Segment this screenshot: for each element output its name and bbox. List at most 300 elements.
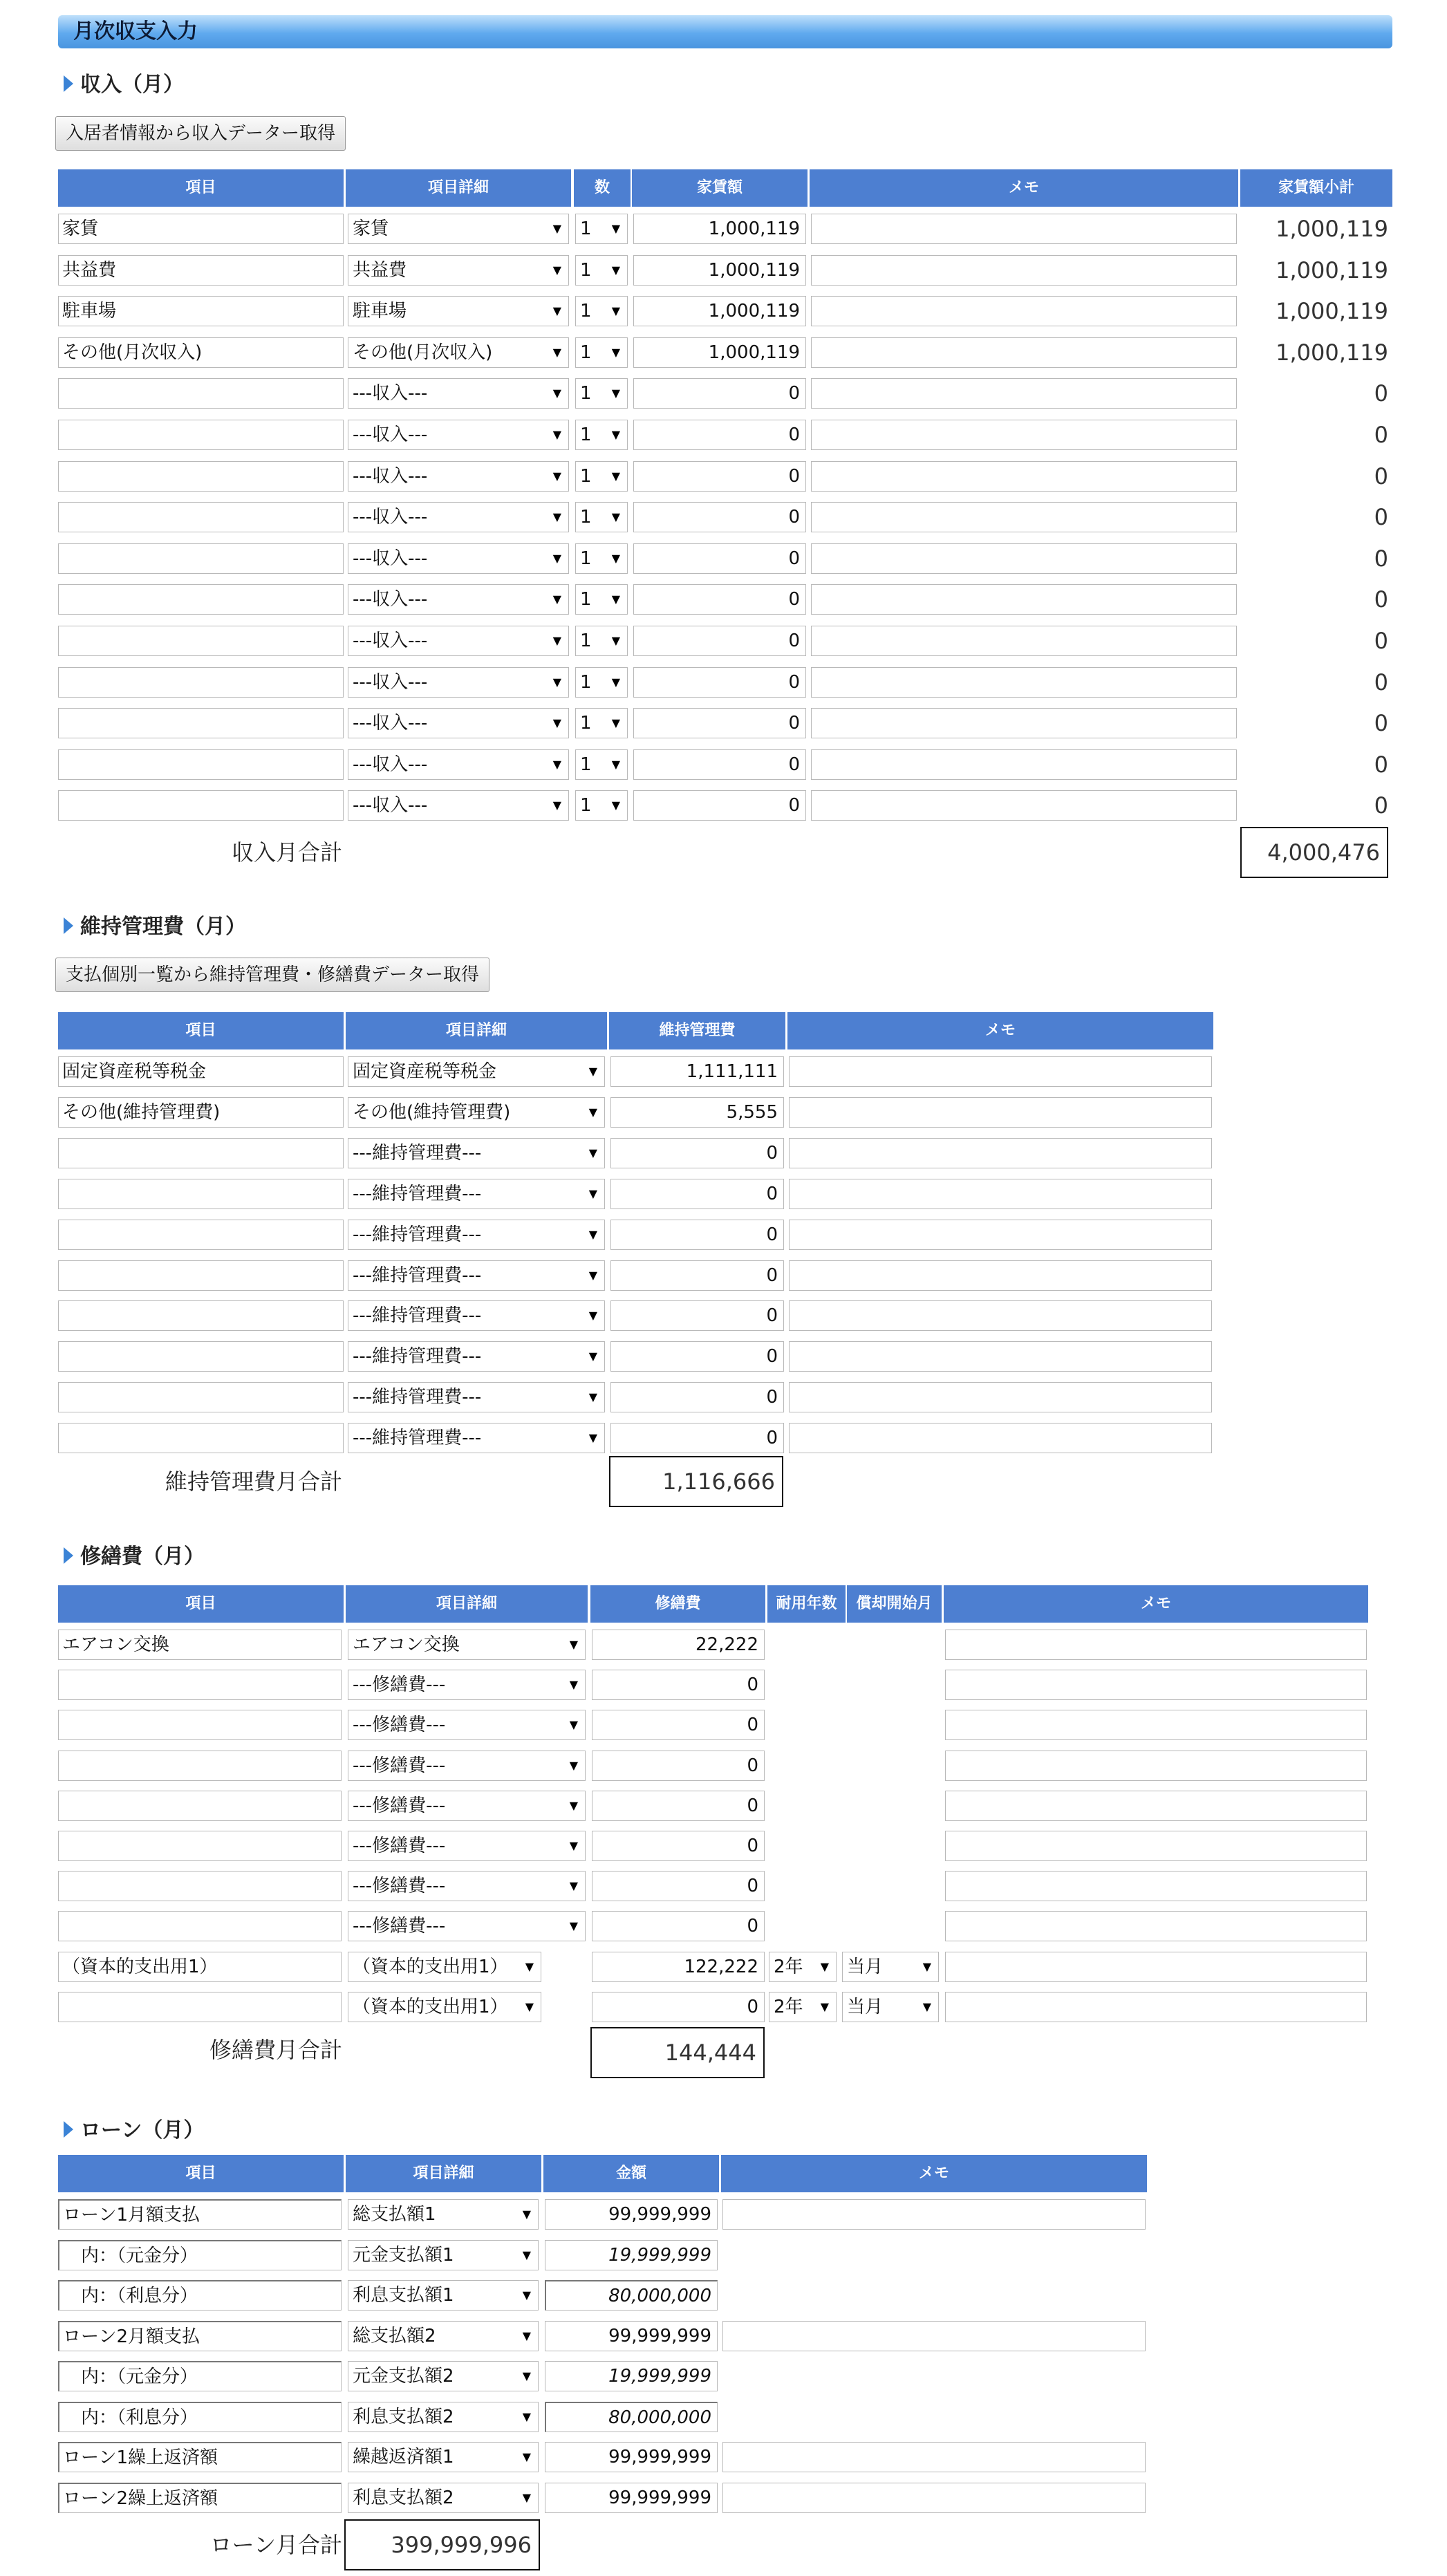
maintenance-memo-input[interactable] (789, 1341, 1212, 1372)
income-amount-input[interactable]: 0 (633, 502, 806, 532)
income-detail-select[interactable] (348, 378, 569, 409)
maintenance-amount-input[interactable]: 5,555 (610, 1097, 784, 1128)
income-amount-input[interactable]: 0 (633, 626, 806, 656)
loan-item-label[interactable]: ローン1月額支払 (58, 2199, 342, 2230)
maintenance-detail-select[interactable] (348, 1179, 605, 1209)
income-qty-select[interactable] (575, 790, 628, 821)
income-qty-select[interactable] (575, 584, 628, 615)
repair-detail-select-value: ---修繕費--- (353, 1836, 446, 1856)
income-memo-input[interactable] (811, 420, 1237, 450)
income-item-input[interactable] (58, 378, 344, 409)
chevron-down-icon: ▼ (588, 1309, 597, 1323)
income-detail-select-value: ---収入--- (353, 424, 428, 445)
loan-detail-select[interactable] (348, 2402, 539, 2432)
maintenance-item-input[interactable] (58, 1138, 344, 1168)
page-title: 月次収支入力 (58, 15, 1392, 48)
income-header-1: 項目詳細 (346, 169, 571, 207)
loan-item-label[interactable]: 内：（利息分） (58, 2280, 342, 2311)
income-qty-select[interactable] (575, 378, 628, 409)
income-memo-input[interactable] (811, 337, 1237, 368)
income-detail-select[interactable] (348, 667, 569, 698)
maintenance-memo-input[interactable] (789, 1097, 1212, 1128)
repair-item-input[interactable]: エアコン交換 (58, 1630, 342, 1660)
maintenance-detail-select[interactable] (348, 1220, 605, 1250)
income-detail-select-value: ---収入--- (353, 589, 428, 610)
income-amount-input[interactable]: 0 (633, 584, 806, 615)
repair-memo-input[interactable] (945, 1831, 1367, 1861)
repair-header-0: 項目 (58, 1585, 344, 1623)
maintenance-memo-input[interactable] (789, 1179, 1212, 1209)
chevron-down-icon: ▼ (552, 510, 561, 524)
maintenance-amount-input[interactable]: 1,111,111 (610, 1056, 784, 1087)
maintenance-header-3: メモ (787, 1012, 1213, 1049)
repair-amount-input[interactable]: 0 (592, 1710, 765, 1740)
maintenance-amount-input[interactable]: 0 (610, 1138, 784, 1168)
income-detail-select-value: ---収入--- (353, 671, 428, 693)
repair-detail-select[interactable] (348, 1871, 586, 1901)
income-detail-select[interactable] (348, 420, 569, 450)
income-subtotal: 0 (1374, 504, 1388, 531)
income-qty-select[interactable] (575, 626, 628, 656)
income-detail-select-value: ---収入--- (353, 548, 428, 569)
income-detail-select[interactable] (348, 296, 569, 326)
income-detail-select-value: ---収入--- (353, 795, 428, 816)
repair-amount-input[interactable]: 0 (592, 1670, 765, 1700)
section-triangle-icon (64, 917, 73, 934)
loan-memo-input[interactable] (722, 2199, 1146, 2230)
maintenance-amount-input[interactable]: 0 (610, 1300, 784, 1331)
repair-amount-input[interactable]: 0 (592, 1791, 765, 1821)
maintenance-memo-input[interactable] (789, 1300, 1212, 1331)
repair-memo-input[interactable] (945, 1952, 1367, 1982)
income-qty-select[interactable] (575, 543, 628, 574)
income-item-input[interactable]: 駐車場 (58, 296, 344, 326)
income-detail-select-value: ---収入--- (353, 465, 428, 487)
income-item-input[interactable] (58, 502, 344, 532)
chevron-down-icon: ▼ (611, 263, 620, 277)
maintenance-detail-select[interactable] (348, 1423, 605, 1453)
income-item-input[interactable]: その他(月次収入) (58, 337, 344, 368)
repair-memo-input[interactable] (945, 1670, 1367, 1700)
income-header-3: 家賃額 (632, 169, 807, 207)
income-detail-select[interactable] (348, 214, 569, 244)
loan-amount-input[interactable]: 80,000,000 (545, 2402, 718, 2432)
chevron-down-icon: ▼ (552, 551, 561, 565)
loan-amount-input[interactable]: 99,999,999 (545, 2321, 718, 2351)
repair-years-select[interactable] (769, 1992, 837, 2022)
chevron-down-icon: ▼ (569, 1919, 578, 1933)
maintenance-item-input[interactable] (58, 1300, 344, 1331)
repair-item-input[interactable] (58, 1751, 342, 1781)
loan-header-3: メモ (721, 2155, 1147, 2192)
repair-amount-input[interactable]: 0 (592, 1831, 765, 1861)
maintenance-memo-input[interactable] (789, 1260, 1212, 1291)
loan-detail-select[interactable] (348, 2361, 539, 2391)
repair-detail-select-value: ---修繕費--- (353, 1755, 446, 1776)
income-memo-input[interactable] (811, 543, 1237, 574)
loan-header-0: 項目 (58, 2155, 344, 2192)
chevron-down-icon: ▼ (611, 757, 620, 771)
chevron-down-icon: ▼ (522, 2328, 531, 2342)
fetch-maintenance-button[interactable]: 支払個別一覧から維持管理費・修繕費データー取得 (55, 958, 489, 992)
income-amount-input[interactable]: 1,000,119 (633, 337, 806, 368)
income-amount-input[interactable]: 0 (633, 708, 806, 738)
income-qty-select[interactable] (575, 255, 628, 286)
income-detail-select[interactable] (348, 543, 569, 574)
loan-amount-input[interactable]: 19,999,999 (545, 2240, 718, 2270)
income-detail-select[interactable] (348, 584, 569, 615)
income-amount-input[interactable]: 0 (633, 667, 806, 698)
loan-detail-select[interactable] (348, 2483, 539, 2513)
chevron-down-icon: ▼ (611, 634, 620, 647)
loan-header-1: 項目詳細 (346, 2155, 541, 2192)
income-memo-input[interactable] (811, 502, 1237, 532)
income-memo-input[interactable] (811, 749, 1237, 780)
repair-detail-select[interactable] (348, 1911, 586, 1941)
income-detail-select[interactable] (348, 337, 569, 368)
income-detail-select-value: ---収入--- (353, 507, 428, 528)
income-qty-select[interactable] (575, 420, 628, 450)
loan-detail-select[interactable] (348, 2280, 539, 2311)
repair-amount-input[interactable]: 0 (592, 1751, 765, 1781)
maintenance-memo-input[interactable] (789, 1423, 1212, 1453)
income-item-input[interactable] (58, 708, 344, 738)
maintenance-item-input[interactable] (58, 1220, 344, 1250)
repair-item-input[interactable] (58, 1911, 342, 1941)
income-item-input[interactable] (58, 749, 344, 780)
income-memo-input[interactable] (811, 626, 1237, 656)
fetch-income-button[interactable]: 入居者情報から収入データー取得 (55, 116, 346, 151)
income-memo-input[interactable] (811, 790, 1237, 821)
repair-item-input[interactable]: （資本的支出用1） (58, 1952, 342, 1982)
chevron-down-icon: ▼ (611, 675, 620, 689)
income-memo-input[interactable] (811, 255, 1237, 286)
income-subtotal: 0 (1374, 751, 1388, 778)
maintenance-detail-select-value: ---維持管理費--- (353, 1264, 482, 1286)
income-amount-input[interactable]: 0 (633, 378, 806, 409)
loan-item-label[interactable]: 内：（元金分） (58, 2361, 342, 2391)
maintenance-total-value: 1,116,666 (609, 1456, 783, 1507)
repair-item-input[interactable] (58, 1670, 342, 1700)
income-qty-select-value: 1 (580, 383, 592, 404)
chevron-down-icon: ▼ (611, 469, 620, 483)
income-total-label: 収入月合計 (231, 839, 342, 866)
income-section-heading (64, 70, 184, 100)
maintenance-item-input[interactable] (58, 1260, 344, 1291)
repair-detail-select[interactable] (348, 1952, 541, 1982)
loan-detail-select[interactable] (348, 2442, 539, 2472)
chevron-down-icon: ▼ (522, 2490, 531, 2504)
income-amount-input[interactable]: 1,000,119 (633, 296, 806, 326)
repair-start-select-value: 当月 (847, 1956, 884, 1977)
repair-detail-select-value: ---修繕費--- (353, 1715, 446, 1736)
repair-memo-input[interactable] (945, 1630, 1367, 1660)
income-qty-select-value: 1 (580, 342, 592, 363)
income-detail-select-value: 家賃 (353, 218, 389, 239)
loan-amount-input[interactable]: 80,000,000 (545, 2280, 718, 2311)
maintenance-detail-select[interactable] (348, 1260, 605, 1291)
income-item-input[interactable]: 共益費 (58, 255, 344, 286)
maintenance-item-input[interactable] (58, 1382, 344, 1412)
income-qty-select[interactable] (575, 667, 628, 698)
maintenance-memo-input[interactable] (789, 1382, 1212, 1412)
loan-item-label[interactable]: ローン2月額支払 (58, 2321, 342, 2351)
chevron-down-icon: ▼ (552, 345, 561, 359)
income-item-input[interactable] (58, 584, 344, 615)
income-qty-select[interactable] (575, 296, 628, 326)
loan-amount-input[interactable]: 99,999,999 (545, 2199, 718, 2230)
maintenance-detail-select-value: ---維持管理費--- (353, 1183, 482, 1204)
income-total-value: 4,000,476 (1240, 827, 1388, 878)
section-triangle-icon (64, 75, 73, 92)
income-subtotal: 1,000,119 (1276, 256, 1388, 283)
repair-memo-input[interactable] (945, 1751, 1367, 1781)
income-memo-input[interactable] (811, 708, 1237, 738)
loan-detail-select-value: 総支払額1 (353, 2204, 436, 2225)
income-amount-input[interactable]: 1,000,119 (633, 255, 806, 286)
repair-start-select-value: 当月 (847, 1996, 884, 2017)
repair-amount-input[interactable]: 0 (592, 1911, 765, 1941)
income-item-input[interactable] (58, 790, 344, 821)
income-qty-select-value: 1 (580, 589, 592, 610)
repair-amount-input[interactable]: 22,222 (592, 1630, 765, 1660)
chevron-down-icon: ▼ (611, 428, 620, 441)
maintenance-detail-select-value: ---維持管理費--- (353, 1428, 482, 1449)
chevron-down-icon: ▼ (611, 592, 620, 606)
loan-item-label[interactable]: ローン1繰上返済額 (58, 2442, 342, 2472)
chevron-down-icon: ▼ (522, 2409, 531, 2423)
income-qty-select-value: 1 (580, 548, 592, 569)
income-header-5: 家賃額小計 (1240, 169, 1392, 207)
loan-item-label[interactable]: ローン2繰上返済額 (58, 2483, 342, 2513)
income-item-input[interactable]: 家賃 (58, 214, 344, 244)
chevron-down-icon: ▼ (922, 1959, 931, 1973)
repair-detail-select[interactable] (348, 1710, 586, 1740)
loan-detail-select[interactable] (348, 2321, 539, 2351)
repair-memo-input[interactable] (945, 1791, 1367, 1821)
repair-header-1: 項目詳細 (346, 1585, 588, 1623)
loan-detail-select-value: 利息支払額1 (353, 2285, 454, 2306)
income-memo-input[interactable] (811, 461, 1237, 492)
loan-amount-input[interactable]: 19,999,999 (545, 2361, 718, 2391)
income-qty-select[interactable] (575, 502, 628, 532)
loan-amount-input[interactable]: 99,999,999 (545, 2483, 718, 2513)
income-subtotal: 0 (1374, 710, 1388, 737)
income-memo-input[interactable] (811, 296, 1237, 326)
income-qty-select-value: 1 (580, 713, 592, 734)
chevron-down-icon: ▼ (569, 1839, 578, 1852)
repair-years-select[interactable] (769, 1952, 837, 1982)
loan-header-2: 金額 (543, 2155, 719, 2192)
income-qty-select[interactable] (575, 337, 628, 368)
maintenance-detail-select-value: ---維持管理費--- (353, 1142, 482, 1164)
chevron-down-icon: ▼ (552, 222, 561, 235)
loan-detail-select[interactable] (348, 2240, 539, 2270)
chevron-down-icon: ▼ (552, 634, 561, 647)
maintenance-item-input[interactable] (58, 1341, 344, 1372)
maintenance-detail-select[interactable] (348, 1138, 605, 1168)
income-item-input[interactable] (58, 461, 344, 492)
income-detail-select[interactable] (348, 708, 569, 738)
loan-memo-input[interactable] (722, 2442, 1146, 2472)
income-memo-input[interactable] (811, 584, 1237, 615)
repair-detail-select-value: （資本的支出用1） (353, 1996, 508, 2017)
income-detail-select-value: ---収入--- (353, 383, 428, 404)
chevron-down-icon: ▼ (588, 1227, 597, 1241)
maintenance-detail-select[interactable] (348, 1341, 605, 1372)
income-detail-select[interactable] (348, 626, 569, 656)
maintenance-item-input[interactable] (58, 1179, 344, 1209)
income-subtotal: 0 (1374, 422, 1388, 448)
income-memo-input[interactable] (811, 214, 1237, 244)
income-header-4: メモ (810, 169, 1238, 207)
income-amount-input[interactable]: 0 (633, 420, 806, 450)
repair-detail-select-value: ---修繕費--- (353, 1674, 446, 1696)
income-memo-input[interactable] (811, 667, 1237, 698)
repair-item-input[interactable] (58, 1992, 342, 2022)
repair-header-3: 耐用年数 (767, 1585, 846, 1623)
repair-detail-select-value: ---修繕費--- (353, 1916, 446, 1937)
chevron-down-icon: ▼ (569, 1879, 578, 1893)
chevron-down-icon: ▼ (525, 1999, 534, 2013)
chevron-down-icon: ▼ (522, 2248, 531, 2261)
maintenance-header-0: 項目 (58, 1012, 344, 1049)
income-detail-select-value: 共益費 (353, 259, 407, 281)
maintenance-detail-select[interactable] (348, 1300, 605, 1331)
repair-detail-select[interactable] (348, 1670, 586, 1700)
income-amount-input[interactable]: 0 (633, 461, 806, 492)
income-item-input[interactable] (58, 543, 344, 574)
repair-memo-input[interactable] (945, 1871, 1367, 1901)
income-detail-select-value: 駐車場 (353, 301, 407, 322)
income-amount-input[interactable]: 1,000,119 (633, 214, 806, 244)
repair-start-select[interactable] (842, 1992, 939, 2022)
maintenance-detail-select[interactable] (348, 1097, 605, 1128)
loan-item-label[interactable]: 内：（利息分） (58, 2402, 342, 2432)
chevron-down-icon: ▼ (922, 1999, 931, 2013)
loan-memo-input[interactable] (722, 2321, 1146, 2351)
repair-amount-input[interactable]: 0 (592, 1992, 765, 2022)
income-subtotal: 0 (1374, 669, 1388, 696)
loan-detail-select-value: 利息支払額2 (353, 2487, 454, 2508)
repair-total-label: 修繕費月合計 (209, 2037, 342, 2063)
loan-memo-input[interactable] (722, 2483, 1146, 2513)
income-item-input[interactable] (58, 667, 344, 698)
maintenance-header-2: 維持管理費 (609, 1012, 785, 1049)
chevron-down-icon: ▼ (552, 263, 561, 277)
repair-header-5: メモ (944, 1585, 1368, 1623)
income-subtotal: 0 (1374, 380, 1388, 407)
repair-item-input[interactable] (58, 1871, 342, 1901)
chevron-down-icon: ▼ (588, 1105, 597, 1119)
income-amount-input[interactable]: 0 (633, 543, 806, 574)
repair-start-select[interactable] (842, 1952, 939, 1982)
income-item-input[interactable] (58, 626, 344, 656)
income-qty-select-value: 1 (580, 507, 592, 528)
chevron-down-icon: ▼ (552, 675, 561, 689)
maintenance-amount-input[interactable]: 0 (610, 1382, 784, 1412)
maintenance-amount-input[interactable]: 0 (610, 1260, 784, 1291)
repair-detail-select[interactable] (348, 1992, 541, 2022)
repair-detail-select[interactable] (348, 1791, 586, 1821)
income-subtotal: 0 (1374, 628, 1388, 654)
income-qty-select-value: 1 (580, 465, 592, 487)
chevron-down-icon: ▼ (611, 222, 620, 235)
income-detail-select[interactable] (348, 255, 569, 286)
income-detail-select[interactable] (348, 749, 569, 780)
maintenance-memo-input[interactable] (789, 1220, 1212, 1250)
maintenance-amount-input[interactable]: 0 (610, 1341, 784, 1372)
income-qty-select[interactable] (575, 214, 628, 244)
income-qty-select-value: 1 (580, 795, 592, 816)
repair-detail-select[interactable] (348, 1630, 586, 1660)
maintenance-amount-input[interactable]: 0 (610, 1423, 784, 1453)
loan-detail-select-value: 元金支払額1 (353, 2244, 454, 2266)
chevron-down-icon: ▼ (820, 1959, 829, 1973)
maintenance-memo-input[interactable] (789, 1056, 1212, 1087)
repair-detail-select[interactable] (348, 1751, 586, 1781)
loan-item-label[interactable]: 内：（元金分） (58, 2240, 342, 2270)
repair-header-4: 償却開始月 (847, 1585, 942, 1623)
repair-item-input[interactable] (58, 1710, 342, 1740)
income-amount-input[interactable]: 0 (633, 749, 806, 780)
repair-section-heading (64, 1542, 205, 1572)
repair-item-input[interactable] (58, 1831, 342, 1861)
income-subtotal: 0 (1374, 792, 1388, 819)
repair-memo-input[interactable] (945, 1992, 1367, 2022)
income-qty-select[interactable] (575, 461, 628, 492)
maintenance-detail-select-value: ---維持管理費--- (353, 1387, 482, 1408)
repair-detail-select-value: ---修繕費--- (353, 1876, 446, 1897)
chevron-down-icon: ▼ (552, 716, 561, 730)
income-qty-select[interactable] (575, 708, 628, 738)
repair-memo-input[interactable] (945, 1710, 1367, 1740)
repair-amount-input[interactable]: 122,222 (592, 1952, 765, 1982)
income-detail-select[interactable] (348, 502, 569, 532)
maintenance-item-input[interactable] (58, 1423, 344, 1453)
repair-memo-input[interactable] (945, 1911, 1367, 1941)
maintenance-item-input[interactable]: その他(維持管理費) (58, 1097, 344, 1128)
maintenance-total-label: 維持管理費月合計 (165, 1468, 342, 1495)
chevron-down-icon: ▼ (569, 1758, 578, 1772)
maintenance-header-1: 項目詳細 (346, 1012, 607, 1049)
section-triangle-icon (64, 1547, 73, 1564)
income-subtotal: 1,000,119 (1276, 216, 1388, 242)
maintenance-amount-input[interactable]: 0 (610, 1179, 784, 1209)
repair-amount-input[interactable]: 0 (592, 1871, 765, 1901)
income-qty-select-value: 1 (580, 301, 592, 322)
income-amount-input[interactable]: 0 (633, 790, 806, 821)
chevron-down-icon: ▼ (522, 2369, 531, 2382)
chevron-down-icon: ▼ (820, 1999, 829, 2013)
maintenance-amount-input[interactable]: 0 (610, 1220, 784, 1250)
income-detail-select[interactable] (348, 790, 569, 821)
loan-detail-select[interactable] (348, 2199, 539, 2230)
income-memo-input[interactable] (811, 378, 1237, 409)
maintenance-detail-select[interactable] (348, 1382, 605, 1412)
income-item-input[interactable] (58, 420, 344, 450)
maintenance-item-input[interactable]: 固定資産税等税金 (58, 1056, 344, 1087)
repair-detail-select[interactable] (348, 1831, 586, 1861)
repair-item-input[interactable] (58, 1791, 342, 1821)
chevron-down-icon: ▼ (552, 592, 561, 606)
income-qty-select[interactable] (575, 749, 628, 780)
loan-amount-input[interactable]: 99,999,999 (545, 2442, 718, 2472)
income-detail-select-value: ---収入--- (353, 713, 428, 734)
income-detail-select[interactable] (348, 461, 569, 492)
maintenance-detail-select[interactable] (348, 1056, 605, 1087)
maintenance-memo-input[interactable] (789, 1138, 1212, 1168)
